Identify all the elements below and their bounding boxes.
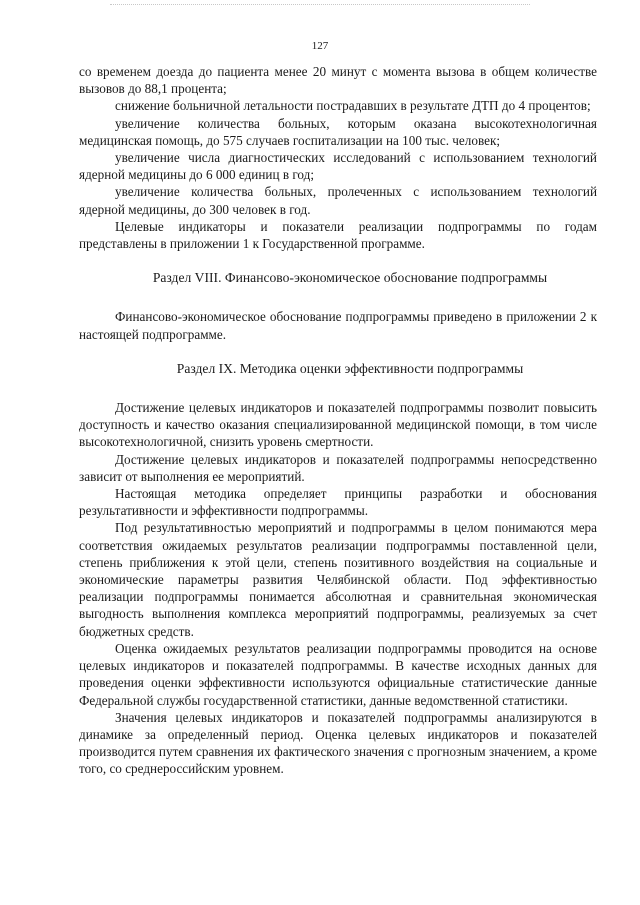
paragraph: Достижение целевых индикаторов и показателей подпрограммы позволит повысить доступность и качество оказания специализированной медицинской помощи, в том числе высокотехнологичной, снизить уровень смертности. [79,400,597,450]
paragraph: Целевые индикаторы и показатели реализации подпрограммы по годам представлены в приложении 1 к Государственной программе. [79,218,597,252]
section-heading: Раздел VIII. Финансово-экономическое обоснование подпрограммы [152,270,548,286]
paragraph: Значения целевых индикаторов и показателей подпрограммы анализируются в динамике за определенный период. Оценка целевых индикаторов и показателей производится путем сравнения их фактического значения с прогнозным значением, а кроме того, со среднероссийским уровнем. [79,709,597,777]
paragraph: Настоящая методика определяет принципы разработки и обоснования результативности и эффективности подпрограммы. [79,486,597,519]
paragraph: Достижение целевых индикаторов и показателей подпрограммы непосредственно зависит от выполнения ее мероприятий. [79,451,597,484]
paragraph: Под результативностью мероприятий и подпрограммы в целом понимаются мера соответствия ожидаемых результатов реализации подпрограммы поставленной цели, степень приближения к этой цели, степень позитивного воздействия на социальные и экономические параметры развития Челябинской области. Под эффективностью реализации подпрограммы понимается абсолютная и сравнительная экономическая выгодность выполнения комплекса мероприятий подпрограммы, реализуемых за счет бюджетных средств. [79,520,597,639]
document-body [79,63,597,778]
paragraph: снижение больничной летальности пострадавших в результате ДТП до 4 процентов; [115,98,591,114]
paragraph: Финансово-экономическое обоснование подпрограммы приведено в приложении 2 к настоящей подпрограмме. [79,309,597,342]
paragraph: со временем доезда до пациента менее 20 минут с момента вызова в общем количестве вызовов до 88,1 процента; [79,64,597,97]
scan-artifact [110,4,530,7]
paragraph: Оценка ожидаемых результатов реализации подпрограммы проводится на основе целевых индикаторов и показателей подпрограммы. В качестве исходных данных для проведения оценки эффективности используются официальные статистические данные Федеральной службы государственной статистики, данные ведомственной статистики. [79,640,597,708]
paragraph: увеличение количества больных, пролеченных с использованием технологий ядерной медицины, до 300 человек в год. [79,184,597,217]
section-heading: Раздел IX. Методика оценки эффективности подпрограммы [176,360,524,376]
page-number: 127 [311,40,329,52]
paragraph: увеличение числа диагностических исследований с использованием технологий ядерной медицины до 6 000 единиц в год; [79,150,597,183]
paragraph: увеличение количества больных, которым оказана высокотехнологичная медицинская помощь, до 575 случаев госпитализации на 100 тыс. человек; [79,115,597,148]
